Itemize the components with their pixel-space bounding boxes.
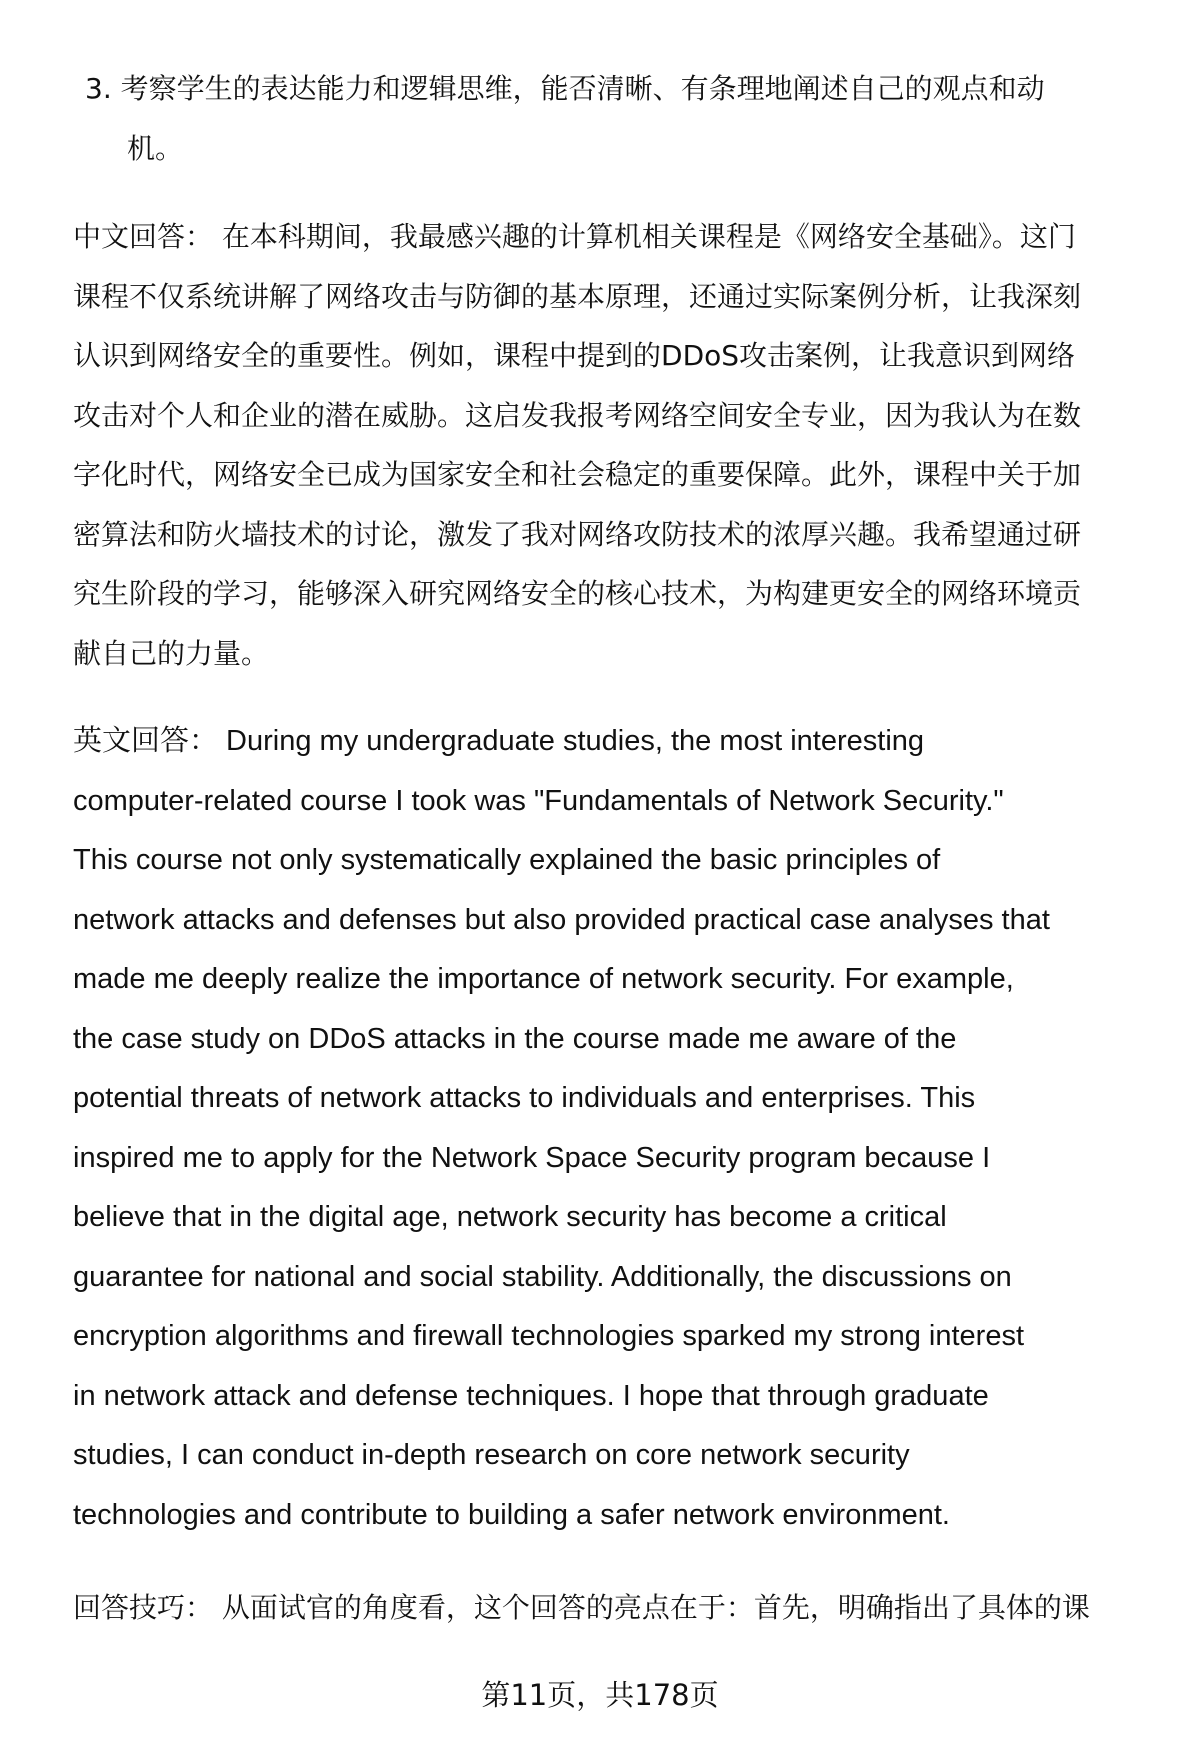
text-line: made me deeply realize the importance of network security. For example, xyxy=(73,963,1014,995)
text-line: 机。 xyxy=(127,131,184,165)
text-line: inspired me to apply for the Network Space Security program because I xyxy=(73,1141,991,1174)
text-line: 献自己的力量。 xyxy=(73,636,270,670)
text-line: 认识到网络安全的重要性。例如，课程中提到的DDoS攻击案例，让我意识到网络 xyxy=(73,339,1076,372)
text-line: believe that in the digital age, network security has become a critical xyxy=(73,1201,947,1233)
answer-tips-paragraph xyxy=(73,1578,1163,1638)
list-item-3 xyxy=(73,59,1163,178)
text-line: in network attack and defense techniques. I hope that through graduate xyxy=(73,1379,989,1412)
text-line: potential threats of network attacks to individuals and enterprises. This xyxy=(73,1082,976,1114)
english-answer-paragraph xyxy=(73,712,1163,1545)
text-line: 英文回答： During my undergraduate studies, the most interesting xyxy=(73,725,925,757)
text-line: studies, I can conduct in-depth research on core network security xyxy=(73,1439,910,1471)
text-line: 3. 考察学生的表达能力和逻辑思维，能否清晰、有条理地阐述自己的观点和动 xyxy=(85,72,1045,105)
page-number: 第11页，共178页 xyxy=(481,1678,719,1712)
chinese-answer-paragraph xyxy=(73,207,1163,683)
text-line: 攻击对个人和企业的潜在威胁。这启发我报考网络空间安全专业，因为我认为在数 xyxy=(73,398,1082,432)
text-line: 回答技巧： 从面试官的角度看，这个回答的亮点在于：首先，明确指出了具体的课 xyxy=(73,1591,1090,1624)
text-line: 课程不仅系统讲解了网络攻击与防御的基本原理，还通过实际案例分析，让我深刻 xyxy=(73,279,1082,313)
text-line: technologies and contribute to building a safer network environment. xyxy=(73,1498,950,1531)
text-line: computer-related course I took was "Fundamentals of Network Security." xyxy=(73,784,1004,817)
text-line: encryption algorithms and firewall technologies sparked my strong interest xyxy=(73,1320,1025,1352)
text-line: 究生阶段的学习，能够深入研究网络安全的核心技术，为构建更安全的网络环境贡 xyxy=(73,577,1082,610)
text-line: network attacks and defenses but also provided practical case analyses that xyxy=(73,903,1050,936)
text-line: guarantee for national and social stability. Additionally, the discussions on xyxy=(73,1260,1012,1293)
text-line: This course not only systematically explained the basic principles of xyxy=(73,844,941,876)
text-line: 密算法和防火墙技术的讨论，激发了我对网络攻防技术的浓厚兴趣。我希望通过研 xyxy=(73,517,1082,551)
text-line: 中文回答： 在本科期间，我最感兴趣的计算机相关课程是《网络安全基础》。这门 xyxy=(73,220,1076,253)
text-line: 字化时代，网络安全已成为国家安全和社会稳定的重要保障。此外，课程中关于加 xyxy=(73,458,1082,491)
text-line: the case study on DDoS attacks in the course made me aware of the xyxy=(73,1022,957,1055)
